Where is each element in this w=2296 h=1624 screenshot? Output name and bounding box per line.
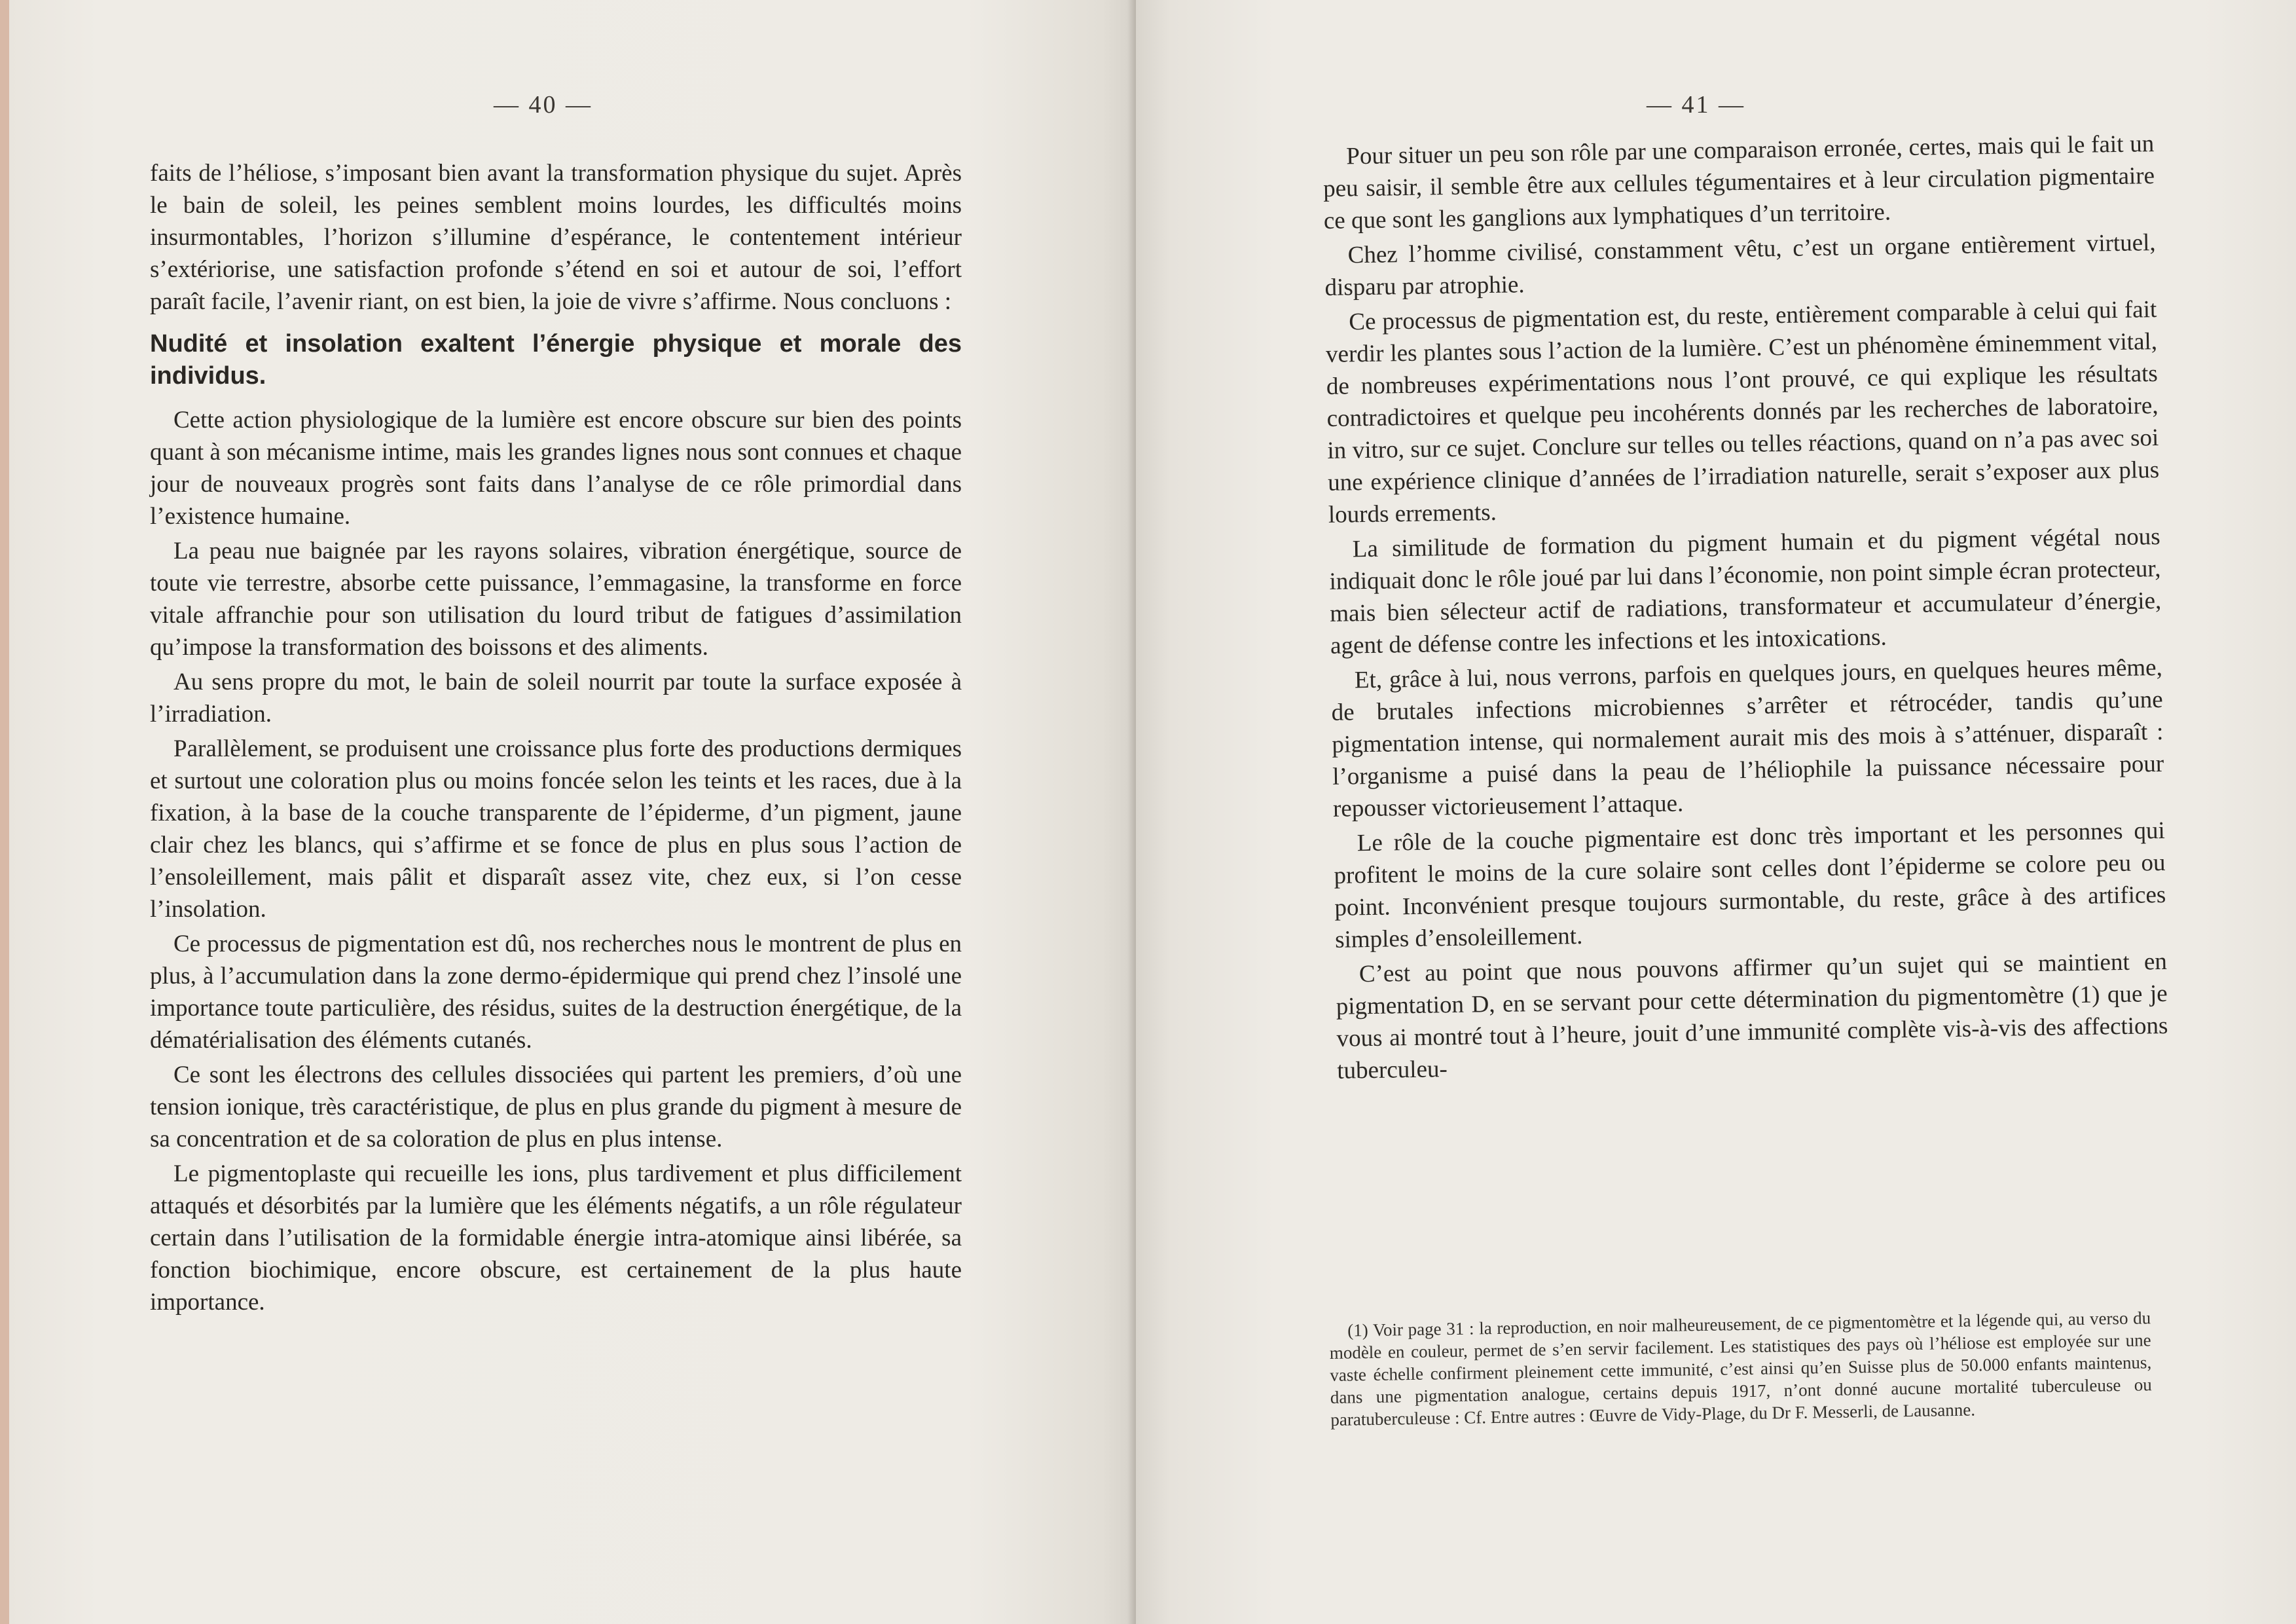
paragraph: Ce processus de pigmentation est, du reste, entièrement comparable à celui qui fait verdir les plantes sous l’action de la lumière. C’est un phénomène éminemment vital, de nombreuses expérimentations nous l’ont prouvé, ce qui explique les résultats contradictoires et quelque peu incohérents donnés par les recherches de laboratoire, in vitro, sur ce sujet. Conclure sur telles ou telles réactions, quand on n’a pas avec soi une expérience clinique d’années de l’irradiation naturelle, serait s’exposer aux plus lourds errements. [1325, 296, 2160, 528]
right-page [1136, 0, 2296, 1624]
body-text [150, 157, 962, 1318]
paragraph: faits de l’héliose, s’imposant bien avant la transformation physique du sujet. Après le bain de soleil, les peines semblent moins lourdes, les difficultés moins insurmontables, l’horizon s’illumine d’espérance, le contentement intérieur s’extériorise, une satisfaction profonde s’étend en soi et autour de soi, l’effort paraît facile, l’avenir riant, on est bien, la joie de vivre s’affirme. Nous concluons : [150, 160, 962, 315]
paragraph: Le pigmentoplaste qui recueille les ions, plus tardivement et plus difficilement attaqués et désorbités par la lumière que les éléments négatifs, a un rôle régulateur certain dans l’utilisation de la formidable énergie intra-atomique ainsi libérée, sa fonction biochimique, encore obscure, est certainement de la plus haute importance. [150, 1160, 962, 1316]
paragraph: C’est au point que nous pouvons affirmer qu’un sujet qui se maintient en pigmentation D, en se servant pour cette détermination du pigmentomètre (1) que je vous ai montré tout à l’heure, jouit d’une immunité complète vis-à-vis des affections tuberculeu- [1336, 948, 2168, 1084]
footnote [1329, 1306, 2153, 1431]
body-text [1322, 128, 2169, 1087]
paragraph: Le rôle de la couche pigmentaire est donc très important et les personnes qui profitent le moins de la cure solaire sont celles dont l’épiderme se colore peu ou point. Inconvénient presque toujours surmontable, du reste, grâce à des artifices simples d’ensoleillement. [1334, 817, 2166, 953]
page-number: — 40 — [494, 91, 592, 119]
paragraph: Chez l’homme civilisé, constamment vêtu, c’est un organe entièrement virtuel, disparu par atrophie. [1324, 229, 2156, 301]
page-number: — 41 — [1647, 91, 1745, 119]
section-heading: Nudité et insolation exaltent l’énergie physique et morale des individus. [150, 330, 962, 390]
left-page [0, 0, 1136, 1624]
paragraph: Au sens propre du mot, le bain de soleil nourrit par toute la surface exposée à l’irradiation. [150, 669, 962, 728]
paragraph: Cette action physiologique de la lumière est encore obscure sur bien des points quant à son mécanisme intime, mais les grandes lignes nous sont connues et chaque jour de nouveaux progrès sont faits dans l’analyse de ce rôle primordial dans l’existence humaine. [150, 407, 962, 530]
paragraph: La similitude de formation du pigment humain et du pigment végétal nous indiquait donc le rôle joué par lui dans l’économie, non point simple écran protecteur, mais bien sélecteur actif de radiations, transformateur et accumulateur d’énergie, agent de défense contre les infections et les intoxications. [1329, 523, 2162, 659]
paragraph: Ce processus de pigmentation est dû, nos recherches nous le montrent de plus en plus, à l’accumulation dans la zone dermo-épidermique qui prend chez l’insolé une importance toute particulière, des résidus, suites de la destruction énergétique, de la dématérialisation des éléments cutanés. [150, 931, 962, 1054]
paragraph: Ce sont les électrons des cellules dissociées qui partent les premiers, d’où une tension ionique, très caractéristique, de plus en plus grande du pigment à mesure de sa concentration et de sa coloration de plus en plus intense. [150, 1061, 962, 1153]
paragraph: La peau nue baignée par les rayons solaires, vibration énergétique, source de toute vie terrestre, absorbe cette puissance, l’emmagasine, la transforme en force vitale affranchie pour son utilisation du lourd tribut de fatigues d’assimilation qu’impose la transformation des boissons et des aliments. [150, 538, 962, 661]
footnote-text: (1) Voir page 31 : la reproduction, en noir malheureusement, de ce pigmentomètre et la légende qui, au verso du modèle en couleur, permet de s’en servir facilement. Les statistiques des pays où l’héliose est employée sur une vaste échelle confirment pleinement cette immunité, c’est ainsi qu’en Suisse plus de 50.000 enfants maintenus, dans une pigmentation analogue, certains depuis 1917, n’ont donné aucune mortalité tuberculeuse ou paratuberculeuse : Cf. Entre autres : Œuvre de Vidy-Plage, du Dr F. Messerli, de Lausanne. [1329, 1308, 2152, 1430]
paragraph: Pour situer un peu son rôle par une comparaison erronée, certes, mais qui le fait un peu saisir, il semble être aux cellules tégumentaires et à leur circulation pigmentaire ce que sont les ganglions aux lymphatiques d’un territoire. [1322, 130, 2155, 234]
paragraph: Parallèlement, se produisent une croissance plus forte des productions dermiques et surtout une coloration plus ou moins foncée selon les teints et les races, due à la fixation, à la base de la couche transparente de l’épiderme, d’un pigment, jaune clair chez les blancs, qui s’affirme et se fonce de plus en plus sous l’action de l’ensoleillement, mais pâlit et disparaît assez vite, chez eux, si l’on cesse l’insolation. [150, 735, 962, 923]
paragraph: Et, grâce à lui, nous verrons, parfois en quelques jours, en quelques heures même, de brutales infections microbiennes s’arrêter et rétrocéder, tandis qu’une pigmentation intense, qui normalement aurait mis des mois à s’atténuer, disparaît : l’organisme a puisé dans la peau de l’héliophile la puissance nécessaire pour repousser victorieusement l’attaque. [1331, 654, 2164, 822]
